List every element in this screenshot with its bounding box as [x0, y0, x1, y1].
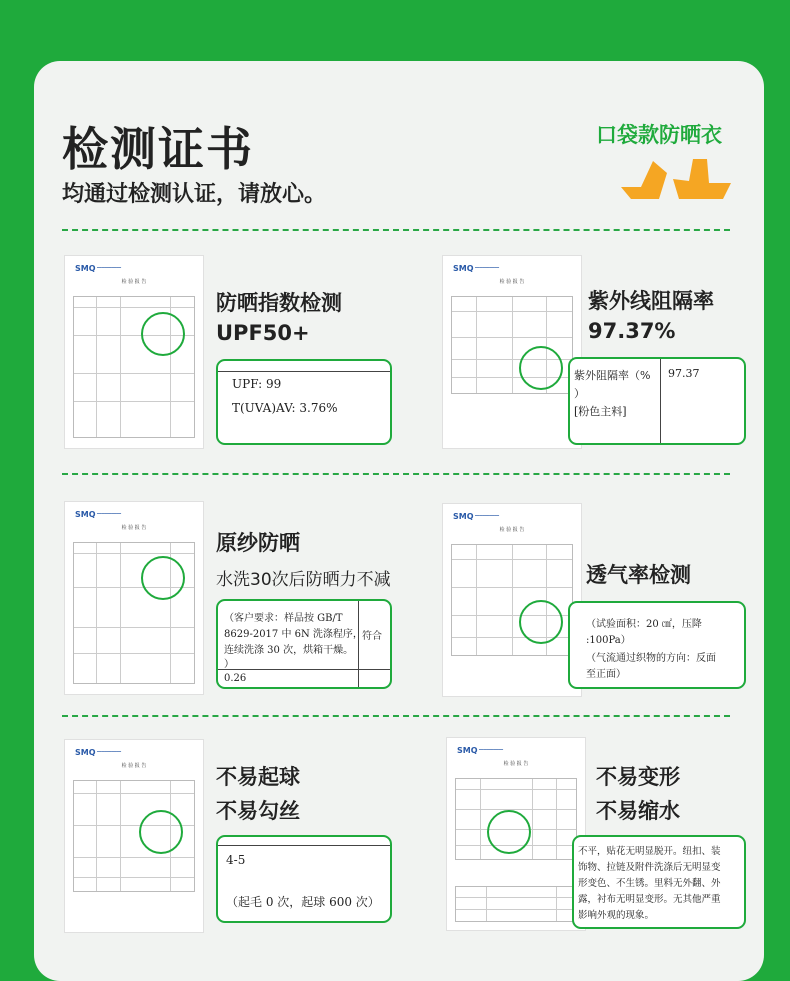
section-heading: 紫外线阻隔率	[588, 289, 714, 313]
report-table	[455, 886, 577, 922]
result-callout: （客户要求：样品按 GB/T 8629-2017 中 6N 洗涤程序， 连续洗涤 30 次，烘箱干燥。 ） 符合 0.26	[216, 599, 392, 689]
report-logo: SMQ	[75, 510, 96, 519]
result-callout: （试验面积：20 ㎠，压降 :100Pa） （气流通过织物的方向：反面 至正面）	[568, 601, 746, 689]
section-heading: 不易勾丝	[216, 799, 300, 823]
report-title: 检 验 报 告	[121, 279, 147, 285]
section-heading: 不易缩水	[596, 799, 680, 823]
section-note: 水洗30次后防晒力不减	[216, 570, 391, 590]
section-heading: 原纱防晒	[216, 531, 300, 555]
report-logo: SMQ	[453, 264, 474, 273]
section-heading: 透气率检测	[586, 563, 691, 587]
report-thumbnail-uv	[442, 255, 582, 449]
result-callout: 不平，贴花无明显脱开。纽扣、装 饰物、拉链及附件洗涤后无明显变 形变色、不生锈。里料无外翻、外 露，衬布无明显变形。无其他严重 影响外观的现象。	[572, 835, 746, 929]
report-title: 检 验 报 告	[499, 527, 525, 533]
report-logo: SMQ	[453, 512, 474, 521]
highlight-circle	[141, 312, 185, 356]
divider	[62, 715, 730, 717]
section-heading: 防晒指数检测	[216, 291, 342, 315]
report-thumbnail-upf	[64, 255, 204, 449]
highlight-circle	[519, 346, 563, 390]
report-thumbnail-yarn	[64, 501, 204, 695]
report-logo: SMQ	[457, 746, 478, 755]
report-thumbnail-air	[442, 503, 582, 697]
section-heading: UPF50+	[216, 321, 310, 345]
section-heading: 不易变形	[596, 765, 680, 789]
report-org-line: ━━━━━━━━━━	[475, 265, 500, 270]
report-thumbnail-pilling	[64, 739, 204, 933]
result-callout: 4-5 （起毛 0 次，起球 600 次）	[216, 835, 392, 923]
divider	[62, 473, 730, 475]
content-card	[34, 61, 764, 981]
report-title: 检 验 报 告	[121, 525, 147, 531]
report-logo: SMQ	[75, 264, 96, 273]
highlight-circle	[141, 556, 185, 600]
result-callout: UPF: 99 T(UVA)AV: 3.76%	[216, 359, 392, 445]
report-org-line: ━━━━━━━━━━	[97, 511, 122, 516]
report-org-line: ━━━━━━━━━━	[475, 513, 500, 518]
report-org-line: ━━━━━━━━━━	[97, 749, 122, 754]
result-callout: 紫外阻隔率（% ） [粉色主料] 97.37	[568, 357, 746, 445]
divider	[62, 229, 730, 231]
report-title: 检 验 报 告	[499, 279, 525, 285]
highlight-circle	[519, 600, 563, 644]
brand-label: 口袋款防晒衣	[596, 123, 722, 147]
section-heading: 不易起球	[216, 765, 300, 789]
report-logo: SMQ	[75, 748, 96, 757]
report-title: 检 验 报 告	[503, 761, 529, 767]
brand-shapes-icon	[619, 153, 734, 201]
page-title: 检测证书	[62, 122, 254, 176]
highlight-circle	[139, 810, 183, 854]
report-title: 检 验 报 告	[121, 763, 147, 769]
highlight-circle	[487, 810, 531, 854]
section-heading: 97.37%	[588, 319, 676, 343]
report-org-line: ━━━━━━━━━━	[479, 747, 504, 752]
report-org-line: ━━━━━━━━━━	[97, 265, 122, 270]
page-subtitle: 均通过检测认证，请放心。	[62, 182, 327, 207]
report-thumbnail-shape	[446, 737, 586, 931]
